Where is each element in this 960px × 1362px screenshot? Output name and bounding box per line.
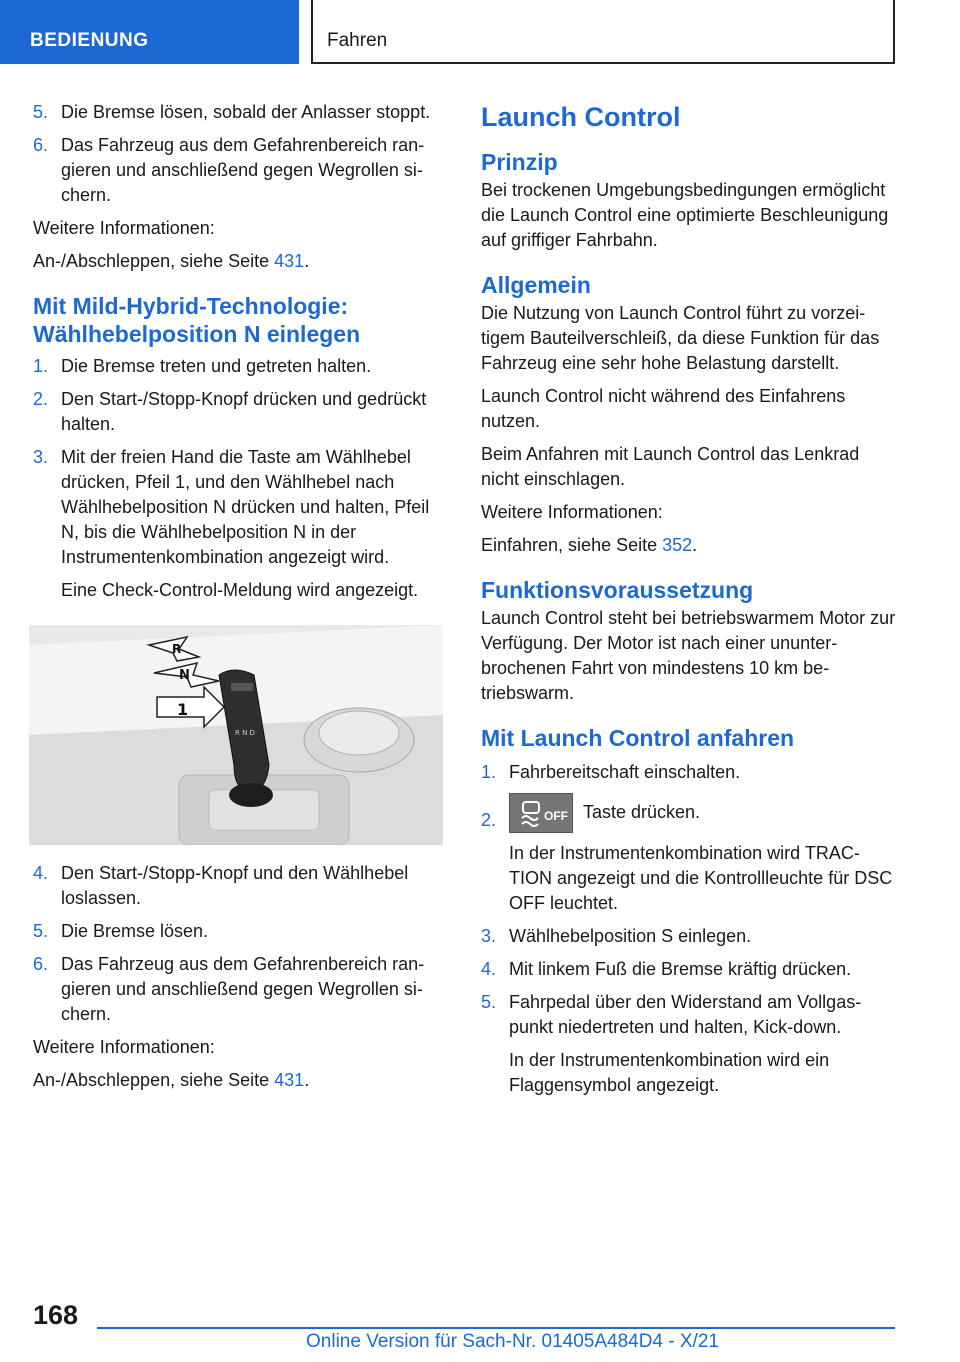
paragraph: Beim Anfahren mit Launch Control das Lenkrad nicht einschlagen. xyxy=(481,444,860,489)
step-number: 2. xyxy=(33,389,49,409)
step-note: In der Instrumentenkombination wird ein Flaggensymbol angezeigt. xyxy=(509,1050,830,1095)
step-text: Die Bremse lösen. xyxy=(61,921,209,941)
page-link[interactable]: 431 xyxy=(274,251,305,271)
step-text: Taste drücken. xyxy=(583,801,701,822)
list-item xyxy=(481,760,896,785)
list-item xyxy=(481,924,896,949)
figure-label-r: R xyxy=(172,642,182,656)
traction-car-icon xyxy=(516,798,546,828)
step-text: Den Start-/Stopp-Knopf drücken und gedrückt halten. xyxy=(61,389,427,434)
right-column xyxy=(481,100,896,1106)
page-link[interactable]: 352 xyxy=(662,535,693,555)
dsc-off-button-icon xyxy=(509,793,573,833)
gear-lever-graphic xyxy=(29,625,443,845)
icon-off-label: OFF xyxy=(544,809,568,823)
step-number: 4. xyxy=(481,959,497,979)
list-item xyxy=(33,445,443,570)
step-text: Fahrpedal über den Widerstand am Vollgaspunkt niedertreten und halten, Kick-down. xyxy=(509,992,862,1037)
section-tab xyxy=(0,0,299,64)
section-heading: Funktionsvoraussetzung xyxy=(481,577,754,603)
gear-selector-illustration xyxy=(29,625,443,845)
reference-text: Einfahren, siehe Seite xyxy=(481,535,663,555)
section-title: BEDIENUNG xyxy=(30,30,149,51)
step-text-with-icon xyxy=(509,793,896,833)
paragraph: Launch Control steht bei betriebswarmem Motor zur Verfügung. Der Motor ist nach einer ununterbrochenen Fahrt von mindestens 10 km betriebswarm. xyxy=(481,608,896,703)
paragraph: Bei trockenen Umgebungsbedingungen ermöglicht die Launch Control eine optimierte Beschleunigung auf griffiger Fahrbahn. xyxy=(481,180,889,250)
reference-text: An-/Abschleppen, siehe Seite xyxy=(33,251,275,271)
list-item xyxy=(33,133,443,208)
figure-label-1: 1 xyxy=(177,700,189,719)
left-column xyxy=(33,100,443,1101)
list-item xyxy=(33,952,443,1027)
step-number: 3. xyxy=(481,926,497,946)
step-text: Mit linkem Fuß die Bremse kräftig drücken. xyxy=(509,959,852,979)
page-title: Launch Control xyxy=(481,102,681,132)
step-number: 5. xyxy=(33,921,49,941)
list-item xyxy=(33,861,443,911)
step-note: Eine Check-Control-Meldung wird angezeigt. xyxy=(61,580,419,600)
step-text: Mit der freien Hand die Taste am Wählhebel drücken, Pfeil 1, und den Wählhebel nach Wählhebelposition N drücken und halten, Pfeil N, bis die Wählhebelposition N in der Instrumentenkombination angezeigt wird. xyxy=(61,447,430,567)
step-number: 4. xyxy=(33,863,49,883)
step-number: 1. xyxy=(33,356,49,376)
list-item xyxy=(33,387,443,437)
step-text: Wählhebelposition S einlegen. xyxy=(509,926,752,946)
step-note: In der Instrumentenkombination wird TRACTION angezeigt und die Kontrollleuchte für DSC OFF leuchtet. xyxy=(509,843,893,913)
step-number: 2. xyxy=(481,810,497,830)
footer-divider xyxy=(97,1327,895,1329)
figure-label-n: N xyxy=(179,668,190,683)
svg-text:R N D: R N D xyxy=(235,729,255,737)
step-number: 3. xyxy=(33,447,49,467)
page-link[interactable]: 431 xyxy=(274,1070,305,1090)
footer-version-text: Online Version für Sach-Nr. 01405A484D4 - X/21 xyxy=(306,1331,719,1352)
chapter-tab xyxy=(311,0,895,64)
cross-reference: Einfahren, siehe Seite 352. xyxy=(481,535,698,555)
info-label: Weitere Informationen: xyxy=(481,502,663,522)
step-text: Das Fahrzeug aus dem Gefahrenbereich rangieren und anschließend gegen Wegrollen sichern. xyxy=(61,954,425,1024)
cross-reference: An-/Abschleppen, siehe Seite 431. xyxy=(33,1070,310,1090)
section-heading: Allgemein xyxy=(481,272,591,298)
step-number: 6. xyxy=(33,954,49,974)
step-text: Fahrbereitschaft einschalten. xyxy=(509,762,741,782)
step-number: 5. xyxy=(33,102,49,122)
section-heading: Mit Mild-Hybrid-Technologie: Wählhebelposition N einlegen xyxy=(33,293,361,347)
list-item xyxy=(481,957,896,982)
step-number: 1. xyxy=(481,762,497,782)
list-item xyxy=(33,354,443,379)
step-text: Die Bremse treten und getreten halten. xyxy=(61,356,372,376)
step-text: Den Start-/Stopp-Knopf und den Wählhebel loslassen. xyxy=(61,863,409,908)
page-number: 168 xyxy=(33,1300,79,1330)
chapter-title: Fahren xyxy=(327,30,388,51)
section-heading: Prinzip xyxy=(481,149,558,175)
list-item xyxy=(33,919,443,944)
section-heading: Mit Launch Control anfahren xyxy=(481,725,795,751)
step-text: Die Bremse lösen, sobald der Anlasser stoppt. xyxy=(61,102,431,122)
step-number: 6. xyxy=(33,135,49,155)
paragraph: Launch Control nicht während des Einfahrens nutzen. xyxy=(481,386,846,431)
reference-text: An-/Abschleppen, siehe Seite xyxy=(33,1070,275,1090)
cross-reference: An-/Abschleppen, siehe Seite 431. xyxy=(33,251,310,271)
info-label: Weitere Informationen: xyxy=(33,1037,215,1057)
step-text: Das Fahrzeug aus dem Gefahrenbereich rangieren und anschließend gegen Wegrollen sichern. xyxy=(61,135,425,205)
list-item xyxy=(481,793,896,833)
list-item xyxy=(33,100,443,125)
step-number: 5. xyxy=(481,992,497,1012)
paragraph: Die Nutzung von Launch Control führt zu vorzeitigem Bauteilverschleiß, da diese Funktion für das Fahrzeug eine sehr hohe Belastung darstellt. xyxy=(481,303,880,373)
info-label: Weitere Informationen: xyxy=(33,218,215,238)
list-item xyxy=(481,990,896,1040)
